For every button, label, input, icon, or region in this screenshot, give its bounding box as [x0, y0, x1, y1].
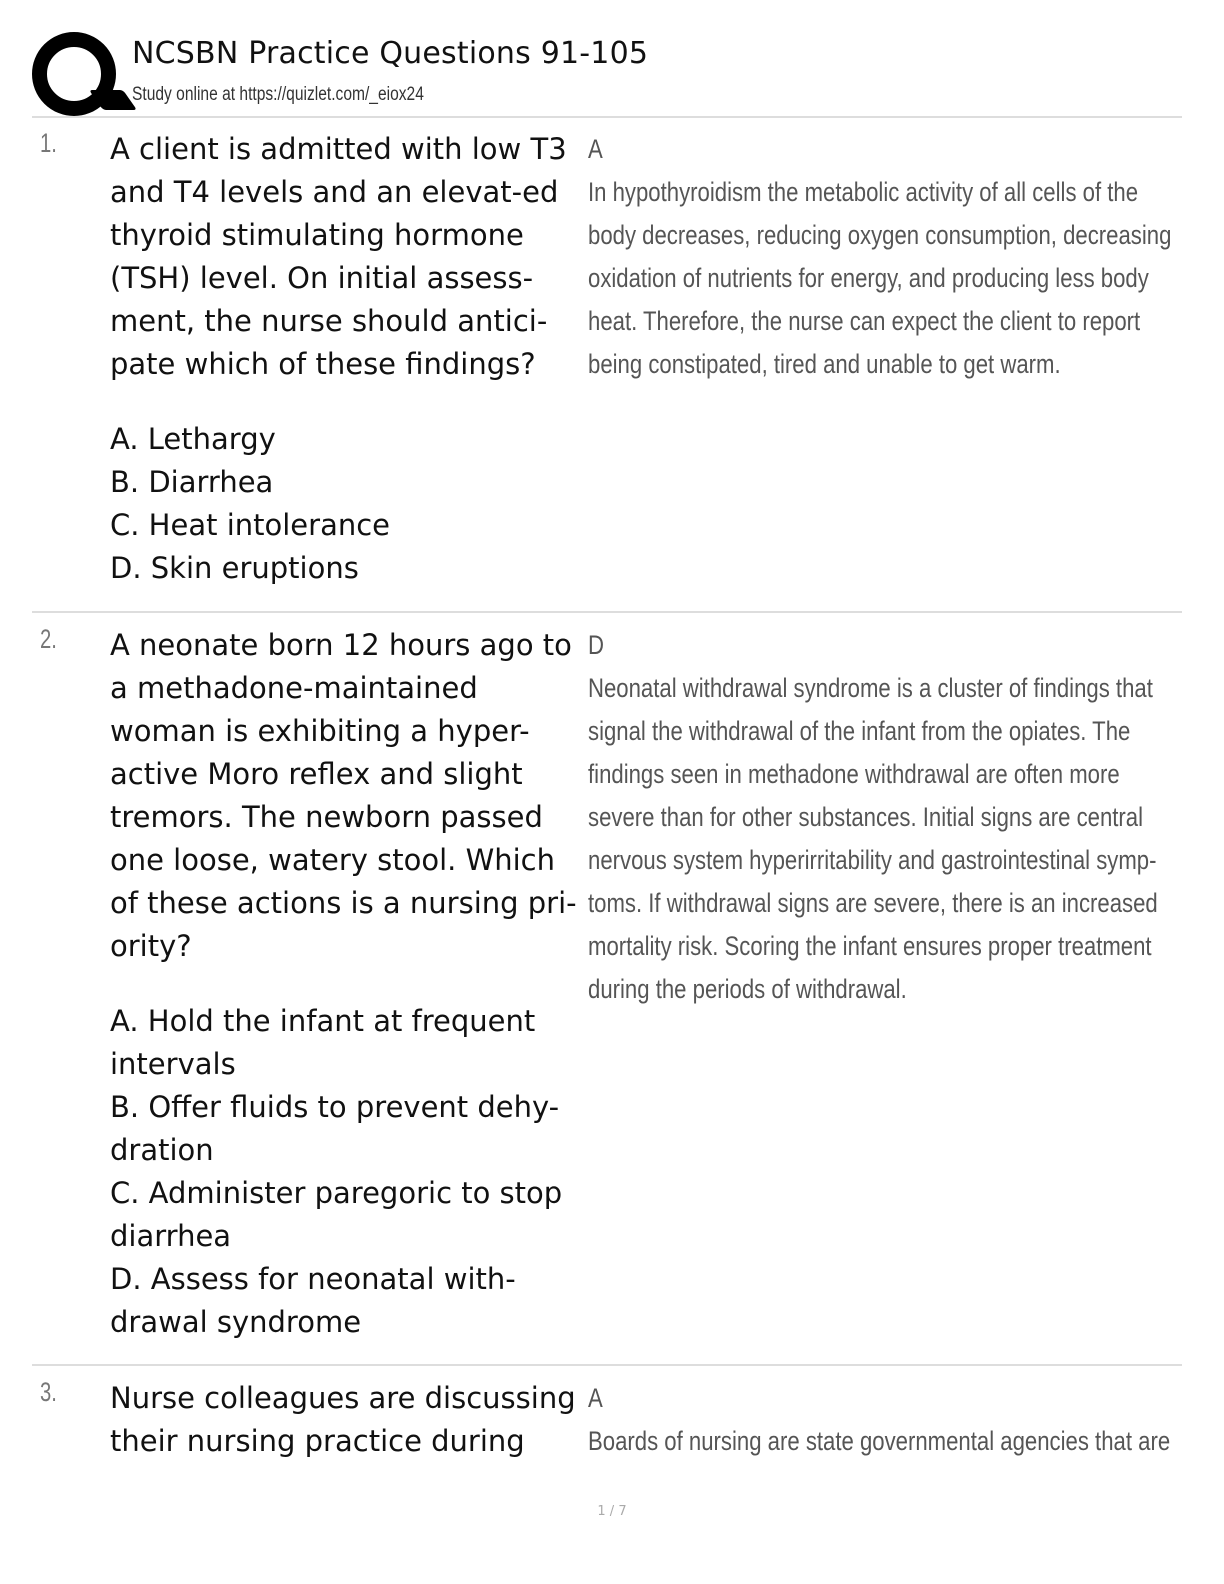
answer-explanation: Neonatal withdrawal syndrome is a cluster of findings that signal the withdrawal of the infant from the opiates. The findings seen in methadone withdrawal are often more severe than for other substances. Initial signs are central nervous system hyperirritability and gastrointestinal symp-toms. If withdrawal signs are severe, there is an increased mortality risk. Scoring the infant ensures proper treatment during the periods of withdrawal.	[588, 673, 1158, 1004]
answer-block	[588, 624, 1188, 1011]
divider	[32, 116, 1182, 118]
question-item-3	[32, 1377, 1182, 1477]
study-online-link[interactable]: Study online at https://quizlet.com/_eiox24	[132, 84, 424, 105]
question-text: Nurse colleagues are discussing their nursing practice during	[110, 1381, 576, 1458]
divider	[32, 611, 1182, 613]
question-number: 1.	[40, 128, 57, 158]
options-list	[110, 1000, 580, 1344]
divider	[32, 1364, 1182, 1366]
answer-letter: A	[588, 134, 603, 164]
document-header	[32, 28, 1182, 118]
answer-explanation: In hypothyroidism the metabolic activity of all cells of the body decreases, reducing oxygen consumption, decreasing oxidation of nutrients for energy, and producing less body heat. Therefore, the nurse can expect the client to report being constipated, tired and unable to get warm.	[588, 177, 1172, 379]
option-d: D. Skin eruptions	[110, 551, 359, 585]
option-b: B. Offer fluids to prevent dehy-dration	[110, 1090, 560, 1167]
answer-letter: D	[588, 630, 604, 660]
answer-block	[588, 1377, 1188, 1463]
option-b: B. Diarrhea	[110, 465, 274, 499]
page-number: 1 / 7	[597, 1504, 627, 1519]
question-item-2	[32, 624, 1182, 1354]
option-c: C. Administer paregoric to stop diarrhea	[110, 1176, 563, 1253]
answer-explanation: Boards of nursing are state governmental agencies that are	[588, 1426, 1171, 1456]
option-c: C. Heat intolerance	[110, 508, 391, 542]
question-block	[110, 1377, 580, 1463]
option-a: A. Hold the infant at frequent intervals	[110, 1004, 536, 1081]
question-number: 3.	[40, 1377, 57, 1407]
question-block	[110, 128, 580, 590]
option-a: A. Lethargy	[110, 422, 276, 456]
question-block	[110, 624, 580, 1344]
question-text: A neonate born 12 hours ago to a methadone-maintained woman is exhibiting a hyper-active Moro reflex and slight tremors. The newborn passed one loose, watery stool. Which of these actions is a nursing pri-ority?	[110, 628, 577, 963]
options-list	[110, 418, 580, 590]
question-number: 2.	[40, 624, 57, 654]
question-item-1	[32, 128, 1182, 598]
page-title: NCSBN Practice Questions 91-105	[132, 36, 649, 71]
answer-letter: A	[588, 1383, 603, 1413]
answer-block	[588, 128, 1188, 386]
question-text: A client is admitted with low T3 and T4 levels and an elevat-ed thyroid stimulating hormone (TSH) level. On initial assess-ment, the nurse should antici-pate which of these findings?	[110, 132, 567, 381]
option-d: D. Assess for neonatal with-drawal syndrome	[110, 1262, 516, 1339]
